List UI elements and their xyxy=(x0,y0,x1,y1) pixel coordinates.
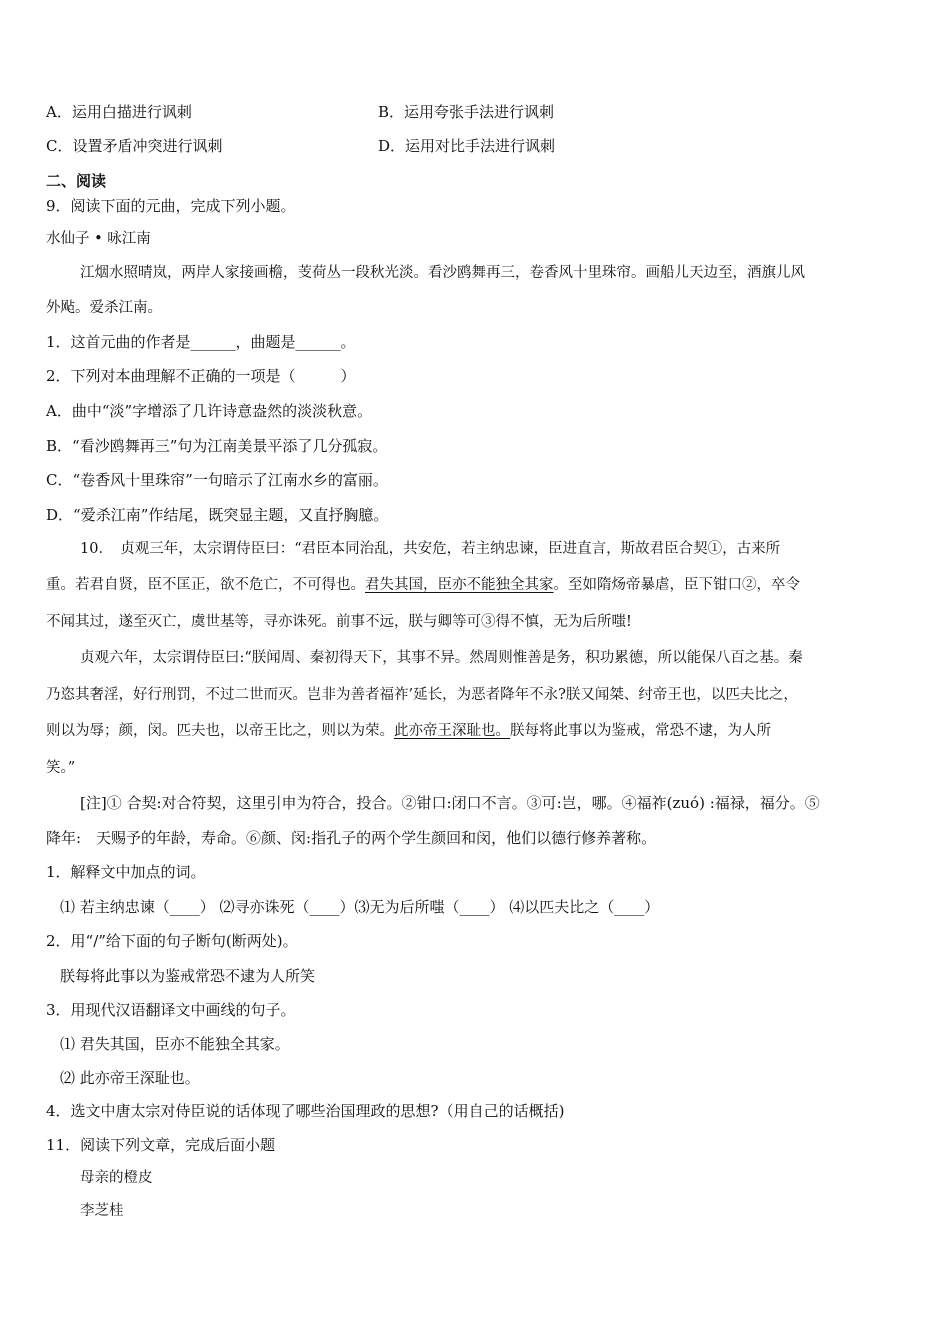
q10-sub4: 4．选文中唐太宗对侍臣说的话体现了哪些治国理政的思想?（用自己的话概括) xyxy=(46,1102,565,1120)
q10-sub1-items: ⑴ 若主纳忠谏（____） ⑵寻亦诛死（____）⑶无为后所嗤（____） ⑷以匹夫比之（____） xyxy=(60,898,660,916)
section-title: 二、阅读 xyxy=(46,172,107,190)
passage-text: 朕每将此事以为鉴戒，常恐不逮，为人所 xyxy=(510,723,771,739)
q9-option-a: A．曲中“淡”字增添了几许诗意盎然的淡淡秋意。 xyxy=(46,402,373,420)
underlined-sentence: 此亦帝王深耻也。 xyxy=(394,723,510,739)
q10-passage-line xyxy=(46,575,800,595)
passage-text: 重。若君自贤，臣不匡正，欲不危亡，不可得也。 xyxy=(46,577,365,593)
q9-option-d: D．“爱杀江南”作结尾，既突显主题，又直抒胸臆。 xyxy=(46,506,389,524)
article-author: 李芝桂 xyxy=(80,1203,124,1219)
q11-intro: 11．阅读下列文章，完成后面小题 xyxy=(46,1136,276,1154)
poem-line: 外飐。爱杀江南。 xyxy=(46,300,162,316)
q9-sub1: 1．这首元曲的作者是______，曲题是______。 xyxy=(46,333,356,351)
q10-sub2-text: 朕每将此事以为鉴戒常恐不逮为人所笑 xyxy=(60,967,316,985)
q10-passage-line: 乃恣其奢淫，好行刑罚，不过二世而灭。岂非为善者福祚’延长，为恶者降年不永?朕又闻桀、纣帝王也，以匹夫比之， xyxy=(46,687,798,703)
q9-sub2: 2．下列对本曲理解不正确的一项是（ ） xyxy=(46,367,356,385)
q10-note: [注]① 合契:对合符契，这里引申为符合，投合。②钳口:闭口不言。③可:岂，哪。④福祚(zuó) :福禄，福分。⑤ xyxy=(80,794,820,812)
q10-sub2: 2．用“/”给下面的句子断句(断两处)。 xyxy=(46,932,298,950)
q10-passage-line: 笑。” xyxy=(46,760,76,776)
q10-passage-line xyxy=(46,721,771,741)
passage-text: 则以为辱；颜，闵。匹夫也，以帝王比之，则以为荣。 xyxy=(46,723,394,739)
q10-sub3-item: ⑵ 此亦帝王深耻也。 xyxy=(60,1069,200,1087)
article-title: 母亲的橙皮 xyxy=(80,1170,153,1186)
passage-text: 。至如隋炀帝暴虐，臣下钳口②，卒令 xyxy=(553,577,800,593)
q10-sub3: 3．用现代汉语翻译文中画线的句子。 xyxy=(46,1001,296,1019)
q9-option-b: B．“看沙鸥舞再三”句为江南美景平添了几分孤寂。 xyxy=(46,437,388,455)
poem-title: 水仙子 • 咏江南 xyxy=(46,231,151,247)
q10-passage-line: 不闻其过，遂至灭亡，虞世基等，寻亦诛死。前事不远，朕与卿等可③得不慎，无为后所嗤! xyxy=(46,614,632,630)
q10-passage-line: 贞观六年，太宗谓侍臣曰:“朕闻周、秦初得天下，其事不异。然周则惟善是务，积功累德，所以能保八百之基。秦 xyxy=(80,650,803,666)
q10-note: 降年: 天赐予的年龄，寿命。⑥颜、闵:指孔子的两个学生颜回和闵，他们以德行修养著称。 xyxy=(46,829,657,847)
q8-option-d: D．运用对比手法进行讽刺 xyxy=(378,137,556,155)
q8-option-b: B．运用夸张手法进行讽刺 xyxy=(378,103,555,121)
q9-option-c: C．“卷香风十里珠帘”一句暗示了江南水乡的富丽。 xyxy=(46,471,388,489)
q10-sub3-item: ⑴ 君失其国，臣亦不能独全其家。 xyxy=(60,1035,290,1053)
q10-sub1: 1．解释文中加点的词。 xyxy=(46,863,206,881)
q8-option-a: A．运用白描进行讽刺 xyxy=(46,103,192,121)
q9-intro: 9．阅读下面的元曲，完成下列小题。 xyxy=(46,197,296,215)
poem-line: 江烟水照晴岚，两岸人家接画檐，芰荷丛一段秋光淡。看沙鸥舞再三，卷香风十里珠帘。画船儿天边至，酒旗儿风 xyxy=(80,265,805,281)
q8-option-c: C．设置矛盾冲突进行讽刺 xyxy=(46,137,223,155)
q10-passage-line: 10． 贞观三年，太宗谓侍臣曰：“君臣本同治乱，共安危，若主纳忠谏，臣进直言，斯故君臣合契①，古来所 xyxy=(80,541,781,557)
underlined-sentence: 君失其国，臣亦不能独全其家 xyxy=(365,577,554,593)
